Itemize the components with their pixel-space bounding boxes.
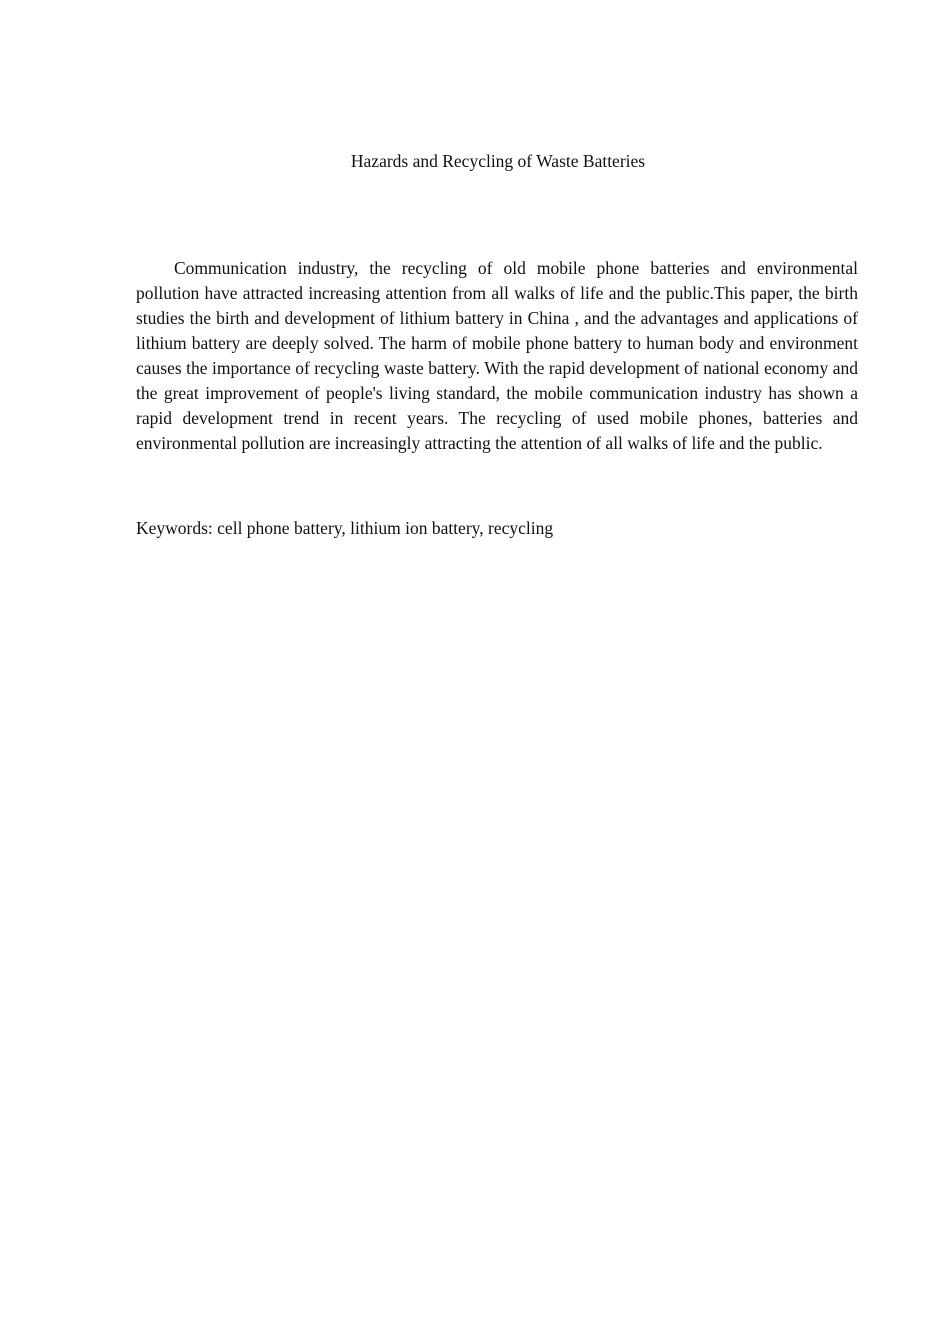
keywords-line: Keywords: cell phone battery, lithium ion battery, recycling: [136, 518, 554, 538]
abstract-paragraph: Communication industry, the recycling of old mobile phone batteries and environmental pollution have attracted increasing attention from all walks of life and the public.This paper, the birth studies the birth and development of lithium battery in China , and the advantages and applications of lithium battery are deeply solved. The harm of mobile phone battery to human body and environment causes the importance of recycling waste battery. With the rapid development of national economy and the great improvement of people's living standard, the mobile communication industry has shown a rapid development trend in recent years. The recycling of used mobile phones, batteries and environmental pollution are increasingly attracting the attention of all walks of life and the public.: [136, 258, 858, 453]
document-title: Hazards and Recycling of Waste Batteries: [350, 151, 646, 171]
